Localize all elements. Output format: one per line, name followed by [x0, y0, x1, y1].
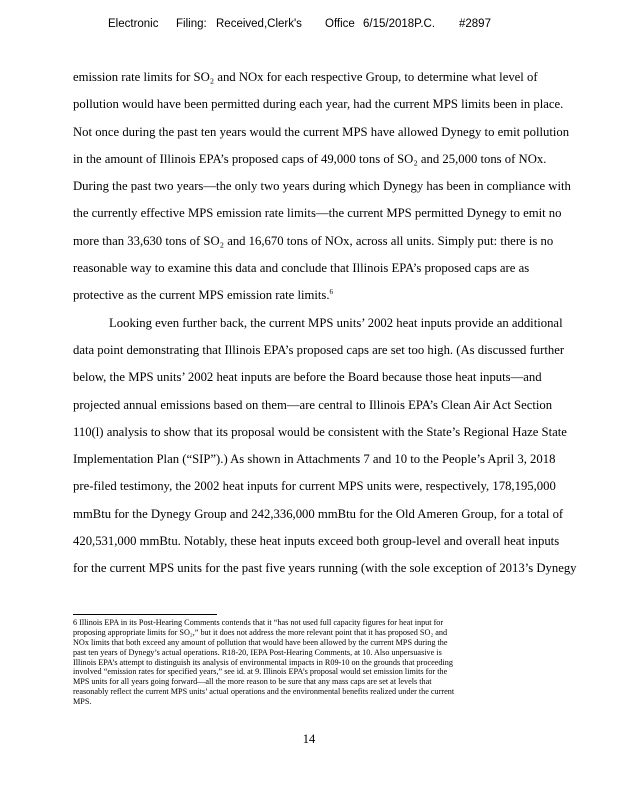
- body-line-text: protective as the current MPS emission rate limits.: [73, 288, 330, 303]
- body-text: [73, 64, 577, 583]
- footnote-line: involved “emission rates for specified years,” see id. at 9. Illinois EPA’s proposal would set emission limits for the: [73, 667, 448, 677]
- body-line: for the current MPS units for the past five years running (with the sole exception of 2013’s Dynegy: [73, 561, 577, 576]
- footnote-divider: [73, 614, 217, 615]
- body-line: 420,531,000 mmBtu. Notably, these heat inputs exceed both group-level and overall heat inputs: [73, 534, 560, 549]
- body-line: Looking even further back, the current MPS units’ 2002 heat inputs provide an additional: [109, 315, 563, 330]
- footnote-line: Illinois EPA’s attempt to distinguish its analysis of environmental impacts in R09-10 on the grounds that proceeding: [73, 657, 453, 667]
- body-line: more than 33,630 tons of SO₂ and 16,670 tons of NOx, across all units. Simply put: there is no: [73, 233, 554, 248]
- body-line: Not once during the past ten years would the current MPS have allowed Dynegy to emit pollution: [73, 124, 570, 139]
- header-received: Received,Clerk's: [216, 18, 302, 30]
- footnote-line: 6 Illinois EPA in its Post-Hearing Comments contends that it “has not used full capacity figures for heat input for: [73, 618, 444, 627]
- body-line: pre-filed testimony, the 2002 heat inputs for current MPS units were, respectively, 178,195,000: [73, 479, 556, 494]
- footnote-line: NOx limits that both exceed any amount of pollution that would have been allowed by the current MPS during the: [73, 637, 448, 647]
- body-line: emission rate limits for SO₂ and NOx for each respective Group, to determine what level of: [73, 70, 538, 84]
- footnote-line: past ten years of Dynegy’s actual operations. R18-20, IEPA Post-Hearing Comments, at 10. Also unpersuasive is: [73, 647, 442, 657]
- body-line: Implementation Plan (“SIP”).) As shown in Attachments 7 and 10 to the People’s April 3, 2018: [73, 452, 556, 467]
- body-line: During the past two years—the only two years during which Dynegy has been in compliance with: [73, 179, 571, 194]
- body-line: the currently effective MPS emission rate limits—the current MPS permitted Dynegy to emit no: [73, 206, 562, 221]
- header-number: #2897: [459, 18, 491, 30]
- page-number: 14: [302, 732, 316, 746]
- body-line-footnote-ref: [73, 282, 571, 309]
- body-line: 110(l) analysis to show that its proposal would be consistent with the State’s Regional Haze State: [73, 424, 567, 439]
- body-line: data point demonstrating that Illinois EPA’s proposed caps are set too high. (As discussed further: [73, 342, 565, 357]
- footnote: [73, 618, 569, 707]
- header-filing: Filing:: [176, 18, 207, 30]
- footnote-reference: 6: [329, 288, 334, 297]
- body-line: mmBtu for the Dynegy Group and 242,336,000 mmBtu for the Old Ameren Group, for a total of: [73, 506, 564, 521]
- body-line: below, the MPS units’ 2002 heat inputs are before the Board because those heat inputs—and: [73, 370, 542, 385]
- footnote-line: proposing appropriate limits for SO₂,” but it does not address the more relevant point that it has proposed SO₂ and: [73, 627, 448, 637]
- body-line: pollution would have been permitted during each year, had the current MPS limits been in place.: [73, 97, 564, 112]
- header-date: 6/15/2018P.C.: [363, 18, 436, 30]
- footnote-line: MPS.: [73, 697, 92, 707]
- header-office: Office: [325, 18, 355, 30]
- body-line: projected annual emissions based on them—are central to Illinois EPA’s Clean Air Act Section: [73, 397, 553, 412]
- body-line: in the amount of Illinois EPA’s proposed caps of 49,000 tons of SO₂ and 25,000 tons of NOx.: [73, 151, 547, 166]
- header-electronic: Electronic: [108, 18, 159, 30]
- footnote-line: MPS units for all years going forward—all the more reason to be sure that any mass caps are set at levels that: [73, 677, 432, 687]
- body-line: reasonable way to examine this data and conclude that Illinois EPA’s proposed caps are as: [73, 261, 530, 276]
- footnote-line: reasonably reflect the current MPS units’ actual operations and the environmental benefits realized under the current: [73, 687, 455, 697]
- filing-stamp-header: [0, 18, 618, 38]
